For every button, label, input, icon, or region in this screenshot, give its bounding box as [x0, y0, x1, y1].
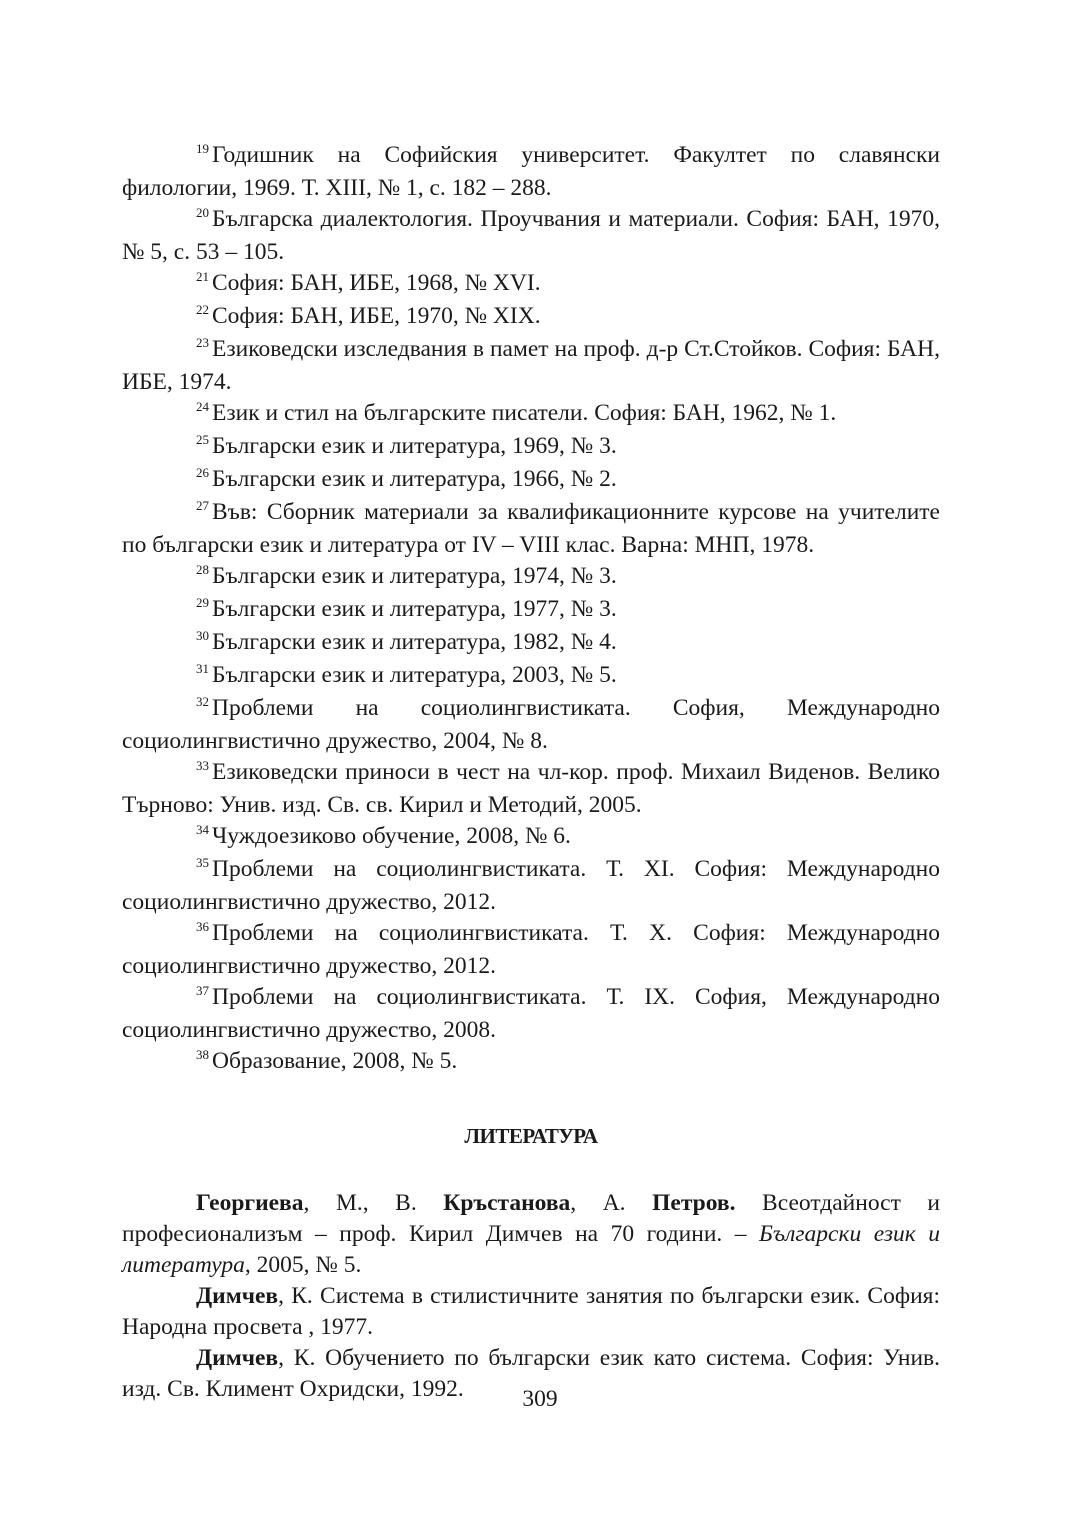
- author-name: Георгиева: [196, 1190, 304, 1216]
- author-name: Петров.: [652, 1190, 736, 1216]
- footnote-text: Езиковедски изследвания в памет на проф. д-р Ст.Стойков. София: БАН, ИБЕ, 1974.: [122, 336, 940, 395]
- footnote: [122, 334, 940, 398]
- footnote-text: Във: Сборник материали за квалификационните курсове на учителите по български език и литература от IV – VIII клас. Варна: МНП, 1978.: [122, 499, 940, 558]
- footnote-text: Български език и литература, 2003, № 5.: [212, 662, 617, 688]
- entry-text: , 2005, № 5.: [244, 1252, 362, 1278]
- footnote: [122, 431, 940, 464]
- entry-text: , К. Обучението по български език като система. София: Унив. изд. Св. Климент Охридски, 1992.: [122, 1345, 940, 1402]
- footnote-number: 19: [196, 141, 209, 156]
- footnote-number: 32: [196, 694, 209, 709]
- footnote-number: 34: [196, 822, 209, 837]
- footnote-number: 28: [196, 562, 209, 577]
- footnote-text: Български език и литература, 1974, № 3.: [212, 563, 617, 589]
- journal-title: Български език и литература: [122, 1221, 940, 1278]
- footnote-number: 22: [196, 302, 209, 317]
- footnote: [122, 660, 940, 693]
- footnote-text: Проблеми на социолингвистиката. Т. IX. София, Международно социолингвистично дружество, 2008.: [122, 984, 940, 1043]
- footnote-number: 26: [196, 465, 209, 480]
- footnote-number: 25: [196, 432, 209, 447]
- footnote: [122, 140, 940, 204]
- author-name: Кръстанова: [443, 1190, 571, 1216]
- footnote-number: 37: [196, 983, 209, 998]
- page-content: [122, 140, 940, 1405]
- footnote: [122, 854, 940, 918]
- footnote-number: 33: [196, 758, 209, 773]
- footnote-number: 23: [196, 335, 209, 350]
- footnote-text: Образование, 2008, № 5.: [212, 1048, 458, 1074]
- footnote-number: 36: [196, 919, 209, 934]
- footnote-text: Български език и литература, 1969, № 3.: [212, 433, 617, 459]
- author-name: Димчев: [196, 1283, 279, 1309]
- footnote: [122, 464, 940, 497]
- footnote: [122, 204, 940, 268]
- footnote-text: Езиковедски приноси в чест на чл-кор. проф. Михаил Виденов. Велико Търново: Унив. изд. Св. св. Кирил и Методий, 2005.: [122, 759, 940, 818]
- footnote-text: Българска диалектология. Проучвания и материали. София: БАН, 1970, № 5, с. 53 – 105.: [122, 206, 940, 265]
- footnote: [122, 982, 940, 1046]
- footnote: [122, 757, 940, 821]
- footnote: [122, 693, 940, 757]
- entry-text: Всеотдайност и професионализъм – проф. Кирил Димчев на 70 години. –: [122, 1190, 941, 1247]
- footnote-number: 21: [196, 269, 209, 284]
- footnote-text: София: БАН, ИБЕ, 1968, № XVI.: [212, 270, 541, 296]
- footnote: [122, 398, 940, 431]
- footnote-text: Език и стил на българските писатели. София: БАН, 1962, № 1.: [212, 400, 837, 426]
- footnote: [122, 627, 940, 660]
- footnote-number: 38: [196, 1047, 209, 1062]
- footnote-text: Проблеми на социолингвистиката. София, Международно социолингвистично дружество, 2004, № 8.: [122, 695, 940, 754]
- footnote-number: 30: [196, 628, 209, 643]
- footnote-text: София: БАН, ИБЕ, 1970, № XIX.: [212, 303, 541, 329]
- footnote-text: Чуждоезиково обучение, 2008, № 6.: [212, 823, 571, 849]
- footnote: [122, 821, 940, 854]
- footnote: [122, 1046, 940, 1079]
- footnote-text: Български език и литература, 1977, № 3.: [212, 596, 617, 622]
- footnote-text: Български език и литература, 1982, № 4.: [212, 629, 617, 655]
- footnote-number: 27: [196, 498, 209, 513]
- page-number: 309: [522, 1386, 558, 1412]
- entry-text: , А.: [570, 1190, 653, 1216]
- bibliography-entry: [122, 1281, 940, 1343]
- footnote: [122, 497, 940, 561]
- entry-text: , М., В.: [303, 1190, 444, 1216]
- section-heading: ЛИТЕРАТУРА: [464, 1124, 598, 1148]
- entry-text: , К. Система в стилистичните занятия по български език. София: Народна просвета , 1977.: [122, 1283, 940, 1340]
- footnote: [122, 594, 940, 627]
- bibliography-list: [122, 1188, 940, 1405]
- footnote-text: Годишник на Софийския университет. Факултет по славянски филологии, 1969. Т. XIII, № 1, с. 182 – 288.: [122, 142, 940, 201]
- author-name: Димчев: [196, 1345, 279, 1371]
- footnote: [122, 918, 940, 982]
- bibliography-entry: [122, 1188, 940, 1281]
- footnote-number: 24: [196, 399, 209, 414]
- footnote-number: 35: [196, 855, 209, 870]
- footnote: [122, 301, 940, 334]
- footnote-text: Проблеми на социолингвистиката. Т. Х. София: Международно социолингвистично дружество, 2012.: [122, 920, 940, 979]
- footnote: [122, 268, 940, 301]
- footnote-number: 20: [196, 205, 209, 220]
- footnote-text: Български език и литература, 1966, № 2.: [212, 466, 617, 492]
- footnote-number: 31: [196, 661, 209, 676]
- footnote: [122, 561, 940, 594]
- footnote-number: 29: [196, 595, 209, 610]
- footnote-text: Проблеми на социолингвистиката. Т. XI. София: Международно социолингвистично дружество, 2012.: [122, 856, 940, 915]
